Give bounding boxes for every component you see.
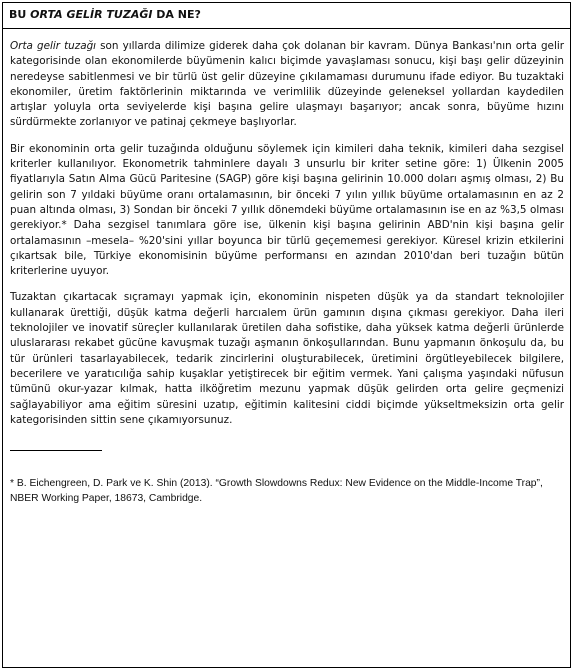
info-box bbox=[2, 2, 571, 668]
paragraph-escape: Tuzaktan çıkartacak sıçramayı yapmak için, ekonominin nispeten düşük ya da standart teknolojiler kullanarak ürettiği, düşük katma değerli harcıalem ürün gamının dışına çıkması gerekiyor. Daha ileri teknolojiler ve inovatif süreçler kullanılarak üretilen daha sofistike, daha yüksek katma değerli ürünlerde uluslararası rekabet gücüne kavuşmak tuzağı aşmanın önkoşullarından. Bunu yapmanın önkoşulu da, bu tür ürünleri tasarlayabilecek, tedarik zincirlerini oluşturabilecek, üretimini örgütleyebilecek bilgilere, becerilere ve yaratıcılığa sahip kuşaklar yetiştirecek bir eğitim vermek. Yani çalışma yaşındaki nüfusun tümünü okur-yazar kılmak, hatta ilköğretim mezunu yapmak düşük gelirden orta gelire geçmenizi sağlayabiliyor ama eğitim süresini uzatıp, eğitimin kalitesini ciddi biçimde yükseltmeksizin orta gelir kategorisinden sittin sene çıkamıyorsunuz. bbox=[10, 291, 564, 426]
title-prefix: BU bbox=[9, 8, 31, 21]
paragraph-1-text: son yıllarda dilimize giderek daha çok dolanan bir kavram. Dünya Bankası'nın orta gelir kategorisinde olan ekonomilerde büyümenin kalıcı biçimde yavaşlaması sonucu, kişi başı gelir düzeyinin neredeyse sabitlenmesi ve bir türlü üst gelir düzeyine çıkılamaması durumunu ifade ediyor. Bu tuzaktaki ekonomiler, üretim faktörlerinin miktarında ve verimlilik düzeyinde geleneksel yollardan kaydedilen artışlar yoluyla orta seviyelerde kişi başına gelire ulaşmayı başarıyor; ancak sonra, büyüme hızını sürdürmekte zorlanıyor ve patinaj çekmeye başlıyorlar. bbox=[10, 40, 564, 129]
title-italic: ORTA GELİR TUZAĞI bbox=[30, 8, 153, 21]
box-content bbox=[3, 29, 570, 506]
footnote: * B. Eichengreen, D. Park ve K. Shin (2013). “Growth Slowdowns Redux: New Evidence on the Middle-Income Trap”, NBER Working Paper, 18673, Cambridge. bbox=[10, 478, 543, 504]
box-title bbox=[3, 3, 570, 29]
footnote-divider bbox=[10, 450, 102, 451]
paragraph-criteria: Bir ekonominin orta gelir tuzağında olduğunu söylemek için kimileri daha teknik, kimileri daha sezgisel kriterler kullanılıyor. Ekonometrik tahminlere dayalı 3 unsurlu bir kriter setine göre: 1) Ülkenin 2005 fiyatlarıyla Satın Alma Gücü Paritesine (SAGP) göre kişi başına gelirinin 10.000 doları aşmış olması, 2) Bu gelirin son 7 yıldaki büyüme oranı ortalamasının, bir önceki 7 yılın yıllık büyüme ortalamasının en az 2 puan altında olması, 3) Sondan bir önceki 7 yıllık dönemdeki büyüme ortalamasının ise en az %3,5 olması gerekiyor.* Daha sezgisel tanımlara göre ise, ülkenin kişi başına gelirinin ABD'nin kişi başına gelir ortalamasının –mesela– %20'sini yıllar boyunca bir türlü geçememesi gerekiyor. Küresel krizin etkilerini çıkartsak bile, Türkiye ekonomisinin büyüme performansı en azından 2010'dan beri tuzağın bütün kriterlerine uyuyor. bbox=[10, 142, 564, 278]
title-suffix: DA NE? bbox=[152, 8, 201, 21]
term-italic: Orta gelir tuzağı bbox=[10, 40, 97, 52]
paragraph-definition bbox=[10, 39, 564, 131]
